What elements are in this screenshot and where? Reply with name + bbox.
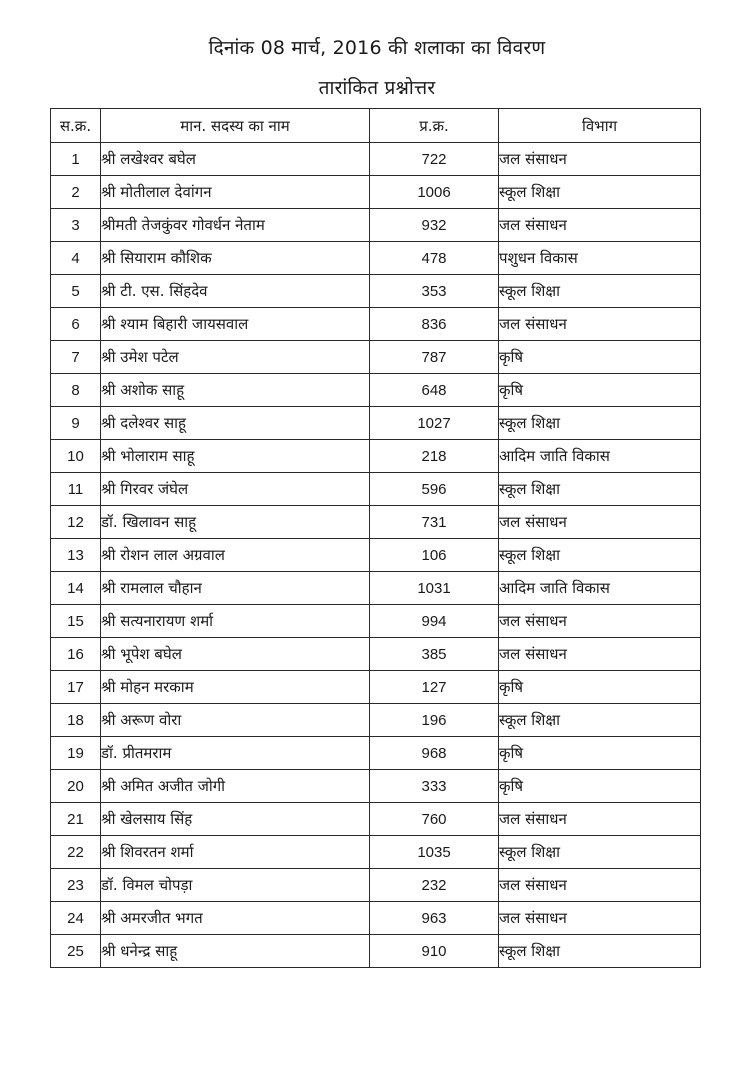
department-cell: कृषि bbox=[499, 737, 701, 770]
serial-number-cell: 1 bbox=[51, 143, 101, 176]
member-name-cell: डॉ. प्रीतमराम bbox=[101, 737, 370, 770]
department-cell: पशुधन विकास bbox=[499, 242, 701, 275]
question-number-cell: 963 bbox=[370, 902, 499, 935]
department-cell: कृषि bbox=[499, 374, 701, 407]
column-header-question-number: प्र.क्र. bbox=[370, 109, 499, 143]
serial-number-cell: 5 bbox=[51, 275, 101, 308]
department-cell: स्कूल शिक्षा bbox=[499, 407, 701, 440]
member-name-cell: श्री अशोक साहू bbox=[101, 374, 370, 407]
department-cell: जल संसाधन bbox=[499, 308, 701, 341]
table-row bbox=[51, 671, 701, 704]
question-number-cell: 333 bbox=[370, 770, 499, 803]
serial-number-cell: 20 bbox=[51, 770, 101, 803]
table-row bbox=[51, 440, 701, 473]
serial-number-cell: 15 bbox=[51, 605, 101, 638]
table-row bbox=[51, 176, 701, 209]
member-name-cell: श्री अरूण वोरा bbox=[101, 704, 370, 737]
table-row bbox=[51, 572, 701, 605]
serial-number-cell: 2 bbox=[51, 176, 101, 209]
serial-number-cell: 12 bbox=[51, 506, 101, 539]
question-number-cell: 994 bbox=[370, 605, 499, 638]
table-row bbox=[51, 473, 701, 506]
serial-number-cell: 3 bbox=[51, 209, 101, 242]
page-subtitle: तारांकित प्रश्नोत्तर bbox=[318, 77, 436, 99]
starred-questions-table bbox=[50, 108, 701, 968]
serial-number-cell: 16 bbox=[51, 638, 101, 671]
serial-number-cell: 13 bbox=[51, 539, 101, 572]
table-row bbox=[51, 836, 701, 869]
member-name-cell: डॉ. खिलावन साहू bbox=[101, 506, 370, 539]
table-row bbox=[51, 638, 701, 671]
table-row bbox=[51, 605, 701, 638]
member-name-cell: श्री मोतीलाल देवांगन bbox=[101, 176, 370, 209]
table-row bbox=[51, 143, 701, 176]
page-title: दिनांक 08 मार्च, 2016 की शलाका का विवरण bbox=[208, 37, 546, 59]
table-row bbox=[51, 407, 701, 440]
serial-number-cell: 25 bbox=[51, 935, 101, 968]
serial-number-cell: 14 bbox=[51, 572, 101, 605]
member-name-cell: श्री टी. एस. सिंहदेव bbox=[101, 275, 370, 308]
member-name-cell: श्री खेलसाय सिंह bbox=[101, 803, 370, 836]
question-number-cell: 1031 bbox=[370, 572, 499, 605]
member-name-cell: श्री रोशन लाल अग्रवाल bbox=[101, 539, 370, 572]
question-number-cell: 731 bbox=[370, 506, 499, 539]
department-cell: जल संसाधन bbox=[499, 902, 701, 935]
department-cell: स्कूल शिक्षा bbox=[499, 704, 701, 737]
question-number-cell: 385 bbox=[370, 638, 499, 671]
question-number-cell: 478 bbox=[370, 242, 499, 275]
table-row bbox=[51, 803, 701, 836]
member-name-cell: श्री उमेश पटेल bbox=[101, 341, 370, 374]
table-row bbox=[51, 308, 701, 341]
question-number-cell: 232 bbox=[370, 869, 499, 902]
table-row bbox=[51, 902, 701, 935]
serial-number-cell: 17 bbox=[51, 671, 101, 704]
question-number-cell: 106 bbox=[370, 539, 499, 572]
question-number-cell: 596 bbox=[370, 473, 499, 506]
department-cell: जल संसाधन bbox=[499, 506, 701, 539]
table-row bbox=[51, 935, 701, 968]
member-name-cell: श्रीमती तेजकुंवर गोवर्धन नेताम bbox=[101, 209, 370, 242]
member-name-cell: श्री भूपेश बघेल bbox=[101, 638, 370, 671]
question-number-cell: 353 bbox=[370, 275, 499, 308]
serial-number-cell: 8 bbox=[51, 374, 101, 407]
column-header-serial-number: स.क्र. bbox=[51, 109, 101, 143]
member-name-cell: श्री शिवरतन शर्मा bbox=[101, 836, 370, 869]
member-name-cell: श्री अमरजीत भगत bbox=[101, 902, 370, 935]
department-cell: जल संसाधन bbox=[499, 605, 701, 638]
department-cell: स्कूल शिक्षा bbox=[499, 836, 701, 869]
table-row bbox=[51, 770, 701, 803]
serial-number-cell: 9 bbox=[51, 407, 101, 440]
member-name-cell: श्री सत्यनारायण शर्मा bbox=[101, 605, 370, 638]
serial-number-cell: 11 bbox=[51, 473, 101, 506]
department-cell: जल संसाधन bbox=[499, 803, 701, 836]
serial-number-cell: 6 bbox=[51, 308, 101, 341]
member-name-cell: श्री रामलाल चौहान bbox=[101, 572, 370, 605]
department-cell: स्कूल शिक्षा bbox=[499, 539, 701, 572]
department-cell: कृषि bbox=[499, 341, 701, 374]
table-row bbox=[51, 374, 701, 407]
serial-number-cell: 22 bbox=[51, 836, 101, 869]
member-name-cell: डॉ. विमल चोपड़ा bbox=[101, 869, 370, 902]
department-cell: स्कूल शिक्षा bbox=[499, 176, 701, 209]
question-number-cell: 218 bbox=[370, 440, 499, 473]
question-number-cell: 127 bbox=[370, 671, 499, 704]
member-name-cell: श्री सियाराम कौशिक bbox=[101, 242, 370, 275]
member-name-cell: श्री दलेश्वर साहू bbox=[101, 407, 370, 440]
question-number-cell: 648 bbox=[370, 374, 499, 407]
department-cell: जल संसाधन bbox=[499, 638, 701, 671]
table-row bbox=[51, 341, 701, 374]
member-name-cell: श्री लखेश्वर बघेल bbox=[101, 143, 370, 176]
question-number-cell: 1006 bbox=[370, 176, 499, 209]
member-name-cell: श्री अमित अजीत जोगी bbox=[101, 770, 370, 803]
member-name-cell: श्री मोहन मरकाम bbox=[101, 671, 370, 704]
table-row bbox=[51, 209, 701, 242]
serial-number-cell: 18 bbox=[51, 704, 101, 737]
table-row bbox=[51, 869, 701, 902]
department-cell: कृषि bbox=[499, 770, 701, 803]
table-row bbox=[51, 506, 701, 539]
question-number-cell: 196 bbox=[370, 704, 499, 737]
question-number-cell: 968 bbox=[370, 737, 499, 770]
department-cell: जल संसाधन bbox=[499, 209, 701, 242]
table-row bbox=[51, 737, 701, 770]
department-cell: कृषि bbox=[499, 671, 701, 704]
question-number-cell: 787 bbox=[370, 341, 499, 374]
member-name-cell: श्री गिरवर जंघेल bbox=[101, 473, 370, 506]
department-cell: आदिम जाति विकास bbox=[499, 440, 701, 473]
department-cell: आदिम जाति विकास bbox=[499, 572, 701, 605]
table-row bbox=[51, 704, 701, 737]
column-header-department: विभाग bbox=[499, 109, 701, 143]
table-row bbox=[51, 275, 701, 308]
member-name-cell: श्री धनेन्द्र साहू bbox=[101, 935, 370, 968]
question-number-cell: 1035 bbox=[370, 836, 499, 869]
member-name-cell: श्री भोलाराम साहू bbox=[101, 440, 370, 473]
column-header-member-name: मान. सदस्य का नाम bbox=[101, 109, 370, 143]
serial-number-cell: 21 bbox=[51, 803, 101, 836]
table-row bbox=[51, 539, 701, 572]
department-cell: जल संसाधन bbox=[499, 869, 701, 902]
question-number-cell: 1027 bbox=[370, 407, 499, 440]
serial-number-cell: 4 bbox=[51, 242, 101, 275]
department-cell: स्कूल शिक्षा bbox=[499, 473, 701, 506]
department-cell: जल संसाधन bbox=[499, 143, 701, 176]
department-cell: स्कूल शिक्षा bbox=[499, 275, 701, 308]
serial-number-cell: 7 bbox=[51, 341, 101, 374]
question-number-cell: 722 bbox=[370, 143, 499, 176]
table-row bbox=[51, 242, 701, 275]
question-number-cell: 910 bbox=[370, 935, 499, 968]
serial-number-cell: 23 bbox=[51, 869, 101, 902]
question-number-cell: 836 bbox=[370, 308, 499, 341]
table-header-row bbox=[51, 109, 701, 143]
serial-number-cell: 19 bbox=[51, 737, 101, 770]
department-cell: स्कूल शिक्षा bbox=[499, 935, 701, 968]
serial-number-cell: 24 bbox=[51, 902, 101, 935]
serial-number-cell: 10 bbox=[51, 440, 101, 473]
question-number-cell: 932 bbox=[370, 209, 499, 242]
question-number-cell: 760 bbox=[370, 803, 499, 836]
member-name-cell: श्री श्याम बिहारी जायसवाल bbox=[101, 308, 370, 341]
table-body bbox=[51, 143, 701, 968]
